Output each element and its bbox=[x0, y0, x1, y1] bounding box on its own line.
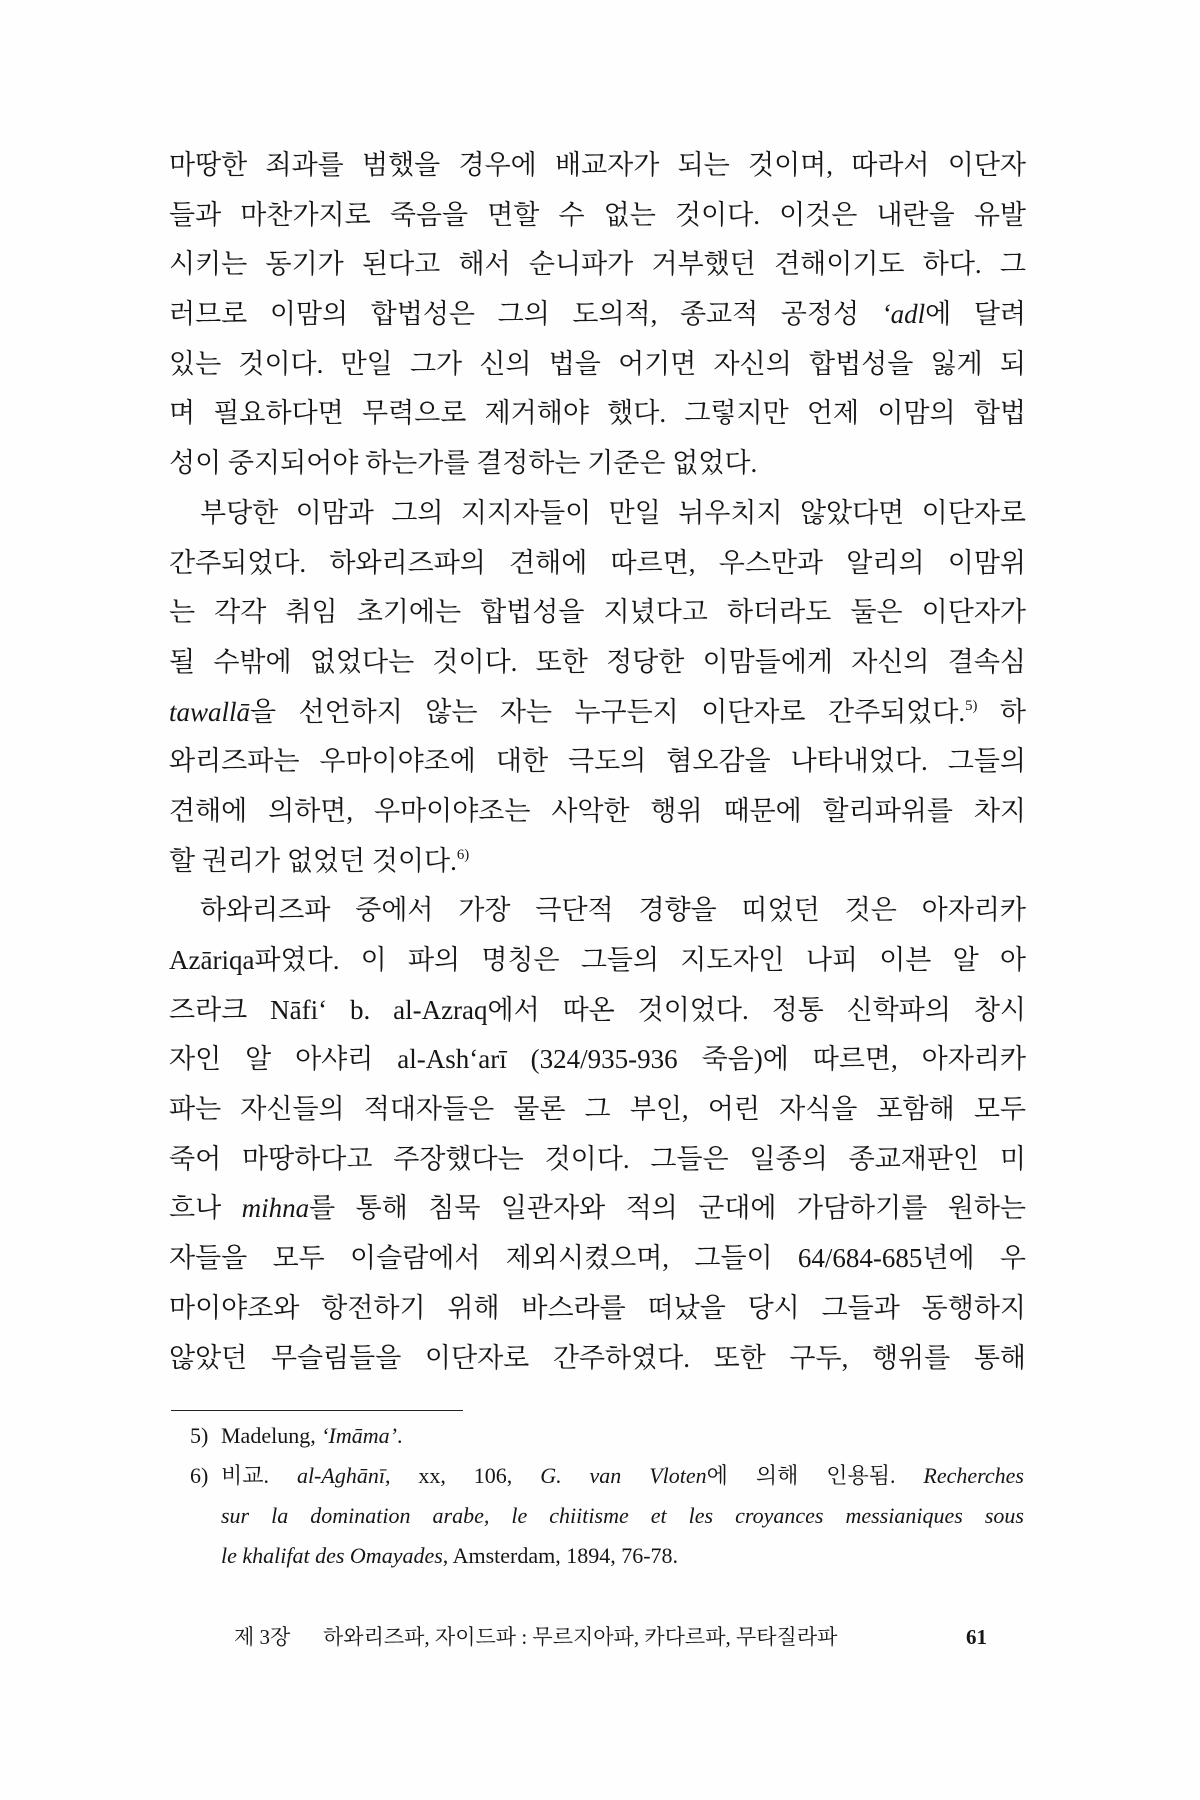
footnote-number: 5) bbox=[190, 1423, 209, 1448]
body-line bbox=[169, 837, 1026, 887]
footnote-ref: 6) bbox=[456, 846, 470, 863]
paragraph bbox=[169, 141, 1026, 489]
text-run: 즈라크 Nāfi‘ b. al-Azraq에서 따온 것이었다. 정통 신학파의 창시 bbox=[169, 994, 1026, 1025]
text-run: 에 의해 인용됨. bbox=[706, 1463, 924, 1488]
body-line bbox=[169, 439, 1026, 489]
italic-text: ‘Imāma’ bbox=[321, 1423, 397, 1448]
footnote-number: 6) bbox=[190, 1463, 209, 1488]
text-run: 와리즈파는 우마이야조에 대한 극도의 혐오감을 나타내었다. 그들의 bbox=[169, 746, 1026, 777]
italic-text: Recherches bbox=[923, 1463, 1024, 1488]
italic-text: G. van Vloten bbox=[540, 1463, 707, 1488]
body-line bbox=[169, 688, 1026, 738]
footnote bbox=[190, 1416, 1024, 1456]
footnote-ref: 5) bbox=[965, 697, 978, 714]
footnote bbox=[190, 1456, 1024, 1576]
text-run: 하 bbox=[977, 696, 1026, 727]
text-run: 는 각각 취임 초기에는 합법성을 지녔다고 하더라도 둘은 이단자가 bbox=[169, 597, 1026, 628]
body-line bbox=[169, 1035, 1026, 1085]
body-line bbox=[169, 986, 1026, 1036]
text-run: 을 선언하지 않는 자는 누구든지 이단자로 간주되었다. bbox=[250, 696, 966, 727]
footnote-line bbox=[221, 1536, 1024, 1576]
text-run: 며 필요하다면 무력으로 제거해야 했다. 그렇지만 언제 이맘의 합법 bbox=[169, 398, 1026, 429]
italic-text: mihna bbox=[241, 1193, 310, 1224]
text-run: 에 달려 bbox=[925, 299, 1026, 330]
italic-text: ‘adl bbox=[881, 299, 926, 330]
text-run: , xx, 106, bbox=[384, 1463, 541, 1488]
footnotes bbox=[190, 1416, 1024, 1576]
text-run: 될 수밖에 없었다는 것이다. 또한 정당한 이맘들에게 자신의 결속심 bbox=[169, 646, 1026, 677]
body-line bbox=[169, 240, 1026, 290]
footnote-line bbox=[221, 1496, 1024, 1536]
chapter-label: 제 3장 bbox=[234, 1625, 291, 1649]
text-run: 비교. bbox=[221, 1463, 297, 1488]
text-run: 견해에 의하면, 우마이야조는 사악한 행위 때문에 할리파위를 차지 bbox=[169, 795, 1026, 826]
main-text bbox=[169, 141, 1026, 1383]
footnote-text bbox=[221, 1456, 1024, 1576]
body-line bbox=[169, 1184, 1026, 1234]
footnote-text bbox=[221, 1416, 1024, 1456]
body-line bbox=[169, 737, 1026, 787]
text-run: 파는 자신들의 적대자들은 물론 그 부인, 어린 자식을 포함해 모두 bbox=[169, 1094, 1026, 1125]
italic-text: tawallā bbox=[169, 696, 251, 727]
body-line bbox=[169, 787, 1026, 837]
page-number: 61 bbox=[966, 1625, 987, 1649]
body-line bbox=[169, 191, 1026, 241]
body-line bbox=[169, 886, 1026, 936]
text-run: 않았던 무슬림들을 이단자로 간주하였다. 또한 구두, 행위를 통해 bbox=[169, 1342, 1026, 1373]
text-run: 마이야조와 항전하기 위해 바스라를 떠났을 당시 그들과 동행하지 bbox=[169, 1292, 1026, 1323]
body-line bbox=[169, 489, 1026, 539]
body-line bbox=[169, 1135, 1026, 1185]
italic-text: le khalifat des Omayades bbox=[221, 1543, 443, 1568]
text-run: 를 통해 침묵 일관자와 적의 군대에 가담하기를 원하는 bbox=[309, 1193, 1026, 1224]
body-line bbox=[169, 1085, 1026, 1135]
text-run: Madelung, bbox=[221, 1423, 322, 1448]
running-footer bbox=[0, 1617, 1200, 1657]
text-run: 자인 알 아샤리 al-Ash‘arī (324/935-936 죽음)에 따르면, 아자리카 bbox=[169, 1044, 1026, 1075]
body-line bbox=[169, 389, 1026, 439]
footnote-rule bbox=[171, 1410, 463, 1411]
text-run: , Amsterdam, 1894, 76-78. bbox=[442, 1543, 679, 1568]
paragraph bbox=[169, 489, 1026, 887]
footnote-line bbox=[221, 1416, 1024, 1456]
body-line bbox=[169, 588, 1026, 638]
body-line bbox=[169, 1284, 1026, 1334]
paragraph bbox=[169, 886, 1026, 1383]
text-run: 마땅한 죄과를 범했을 경우에 배교자가 되는 것이며, 따라서 이단자 bbox=[169, 150, 1026, 180]
text-run: 시키는 동기가 된다고 해서 순니파가 거부했던 견해이기도 하다. 그 bbox=[169, 249, 1026, 280]
text-run: 러므로 이맘의 합법성은 그의 도의적, 종교적 공정성 bbox=[169, 299, 882, 330]
body-line bbox=[169, 141, 1026, 191]
chapter-title: 하와리즈파, 자이드파 : 무르지아파, 카다르파, 무타질라파 bbox=[323, 1625, 838, 1649]
text-run: 흐나 bbox=[169, 1193, 242, 1224]
text-run: 들과 마찬가지로 죽음을 면할 수 없는 것이다. 이것은 내란을 유발 bbox=[169, 199, 1026, 230]
body-line bbox=[169, 539, 1026, 589]
footnote-line bbox=[221, 1456, 1024, 1496]
text-run: . bbox=[396, 1423, 403, 1448]
text-run: 죽어 마땅하다고 주장했다는 것이다. 그들은 일종의 종교재판인 미 bbox=[169, 1143, 1026, 1174]
text-run: 간주되었다. 하와리즈파의 견해에 따르면, 우스만과 알리의 이맘위 bbox=[169, 547, 1026, 578]
italic-text: al-Aghānī bbox=[296, 1463, 385, 1488]
text-run: 성이 중지되어야 하는가를 결정하는 기준은 없었다. bbox=[169, 448, 758, 479]
body-line bbox=[169, 1234, 1026, 1284]
italic-text: sur la domination arabe, le chiitisme et les croyances messianiques sous bbox=[221, 1503, 1024, 1528]
body-line bbox=[169, 1334, 1026, 1384]
text-run: 할 권리가 없었던 것이다. bbox=[169, 845, 457, 876]
text-run: 있는 것이다. 만일 그가 신의 법을 어기면 자신의 합법성을 잃게 되 bbox=[169, 348, 1026, 379]
text-run: Azāriqa파였다. 이 파의 명칭은 그들의 지도자인 나피 이븐 알 아 bbox=[169, 945, 1026, 975]
body-line bbox=[169, 290, 1026, 340]
text-run: 하와리즈파 중에서 가장 극단적 경향을 띠었던 것은 아자리카 bbox=[200, 895, 1026, 926]
body-line bbox=[169, 638, 1026, 688]
text-run: 자들을 모두 이슬람에서 제외시켰으며, 그들이 64/684-685년에 우 bbox=[169, 1243, 1026, 1274]
body-line bbox=[169, 936, 1026, 986]
text-run: 부당한 이맘과 그의 지지자들이 만일 뉘우치지 않았다면 이단자로 bbox=[200, 497, 1026, 528]
body-line bbox=[169, 340, 1026, 390]
